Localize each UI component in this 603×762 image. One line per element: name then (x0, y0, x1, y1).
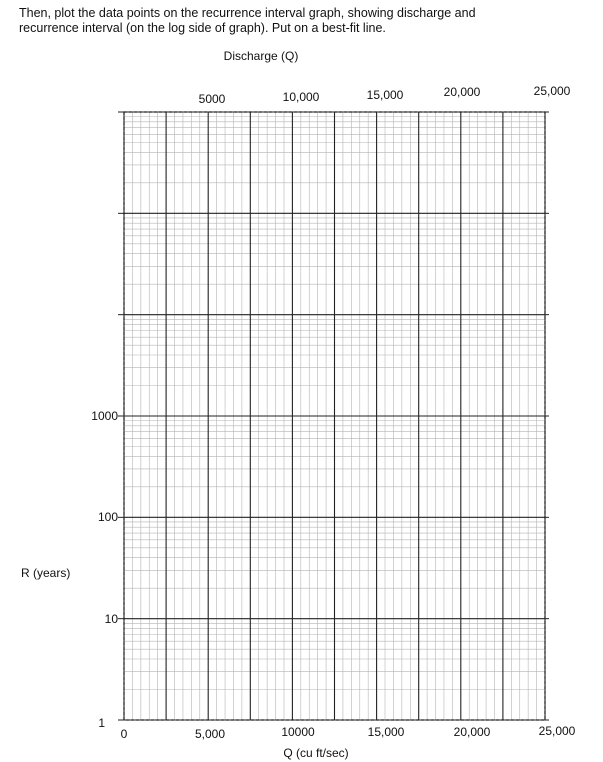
bottom-tick-label-25000: 25,000 (538, 724, 576, 738)
y-tick-label-1: 1 (98, 716, 105, 730)
top-tick-label-20000: 20,000 (443, 85, 481, 99)
y-tick-label-1000: 1000 (91, 409, 118, 423)
bottom-tick-label-20000: 20,000 (453, 725, 491, 739)
chart-title: Discharge (Q) (223, 49, 299, 63)
bottom-tick-label-15000: 15,000 (367, 725, 405, 739)
y-axis-label: R (years) (21, 566, 71, 580)
top-tick-label-10000: 10,000 (282, 90, 320, 104)
x-axis-label: Q (cu ft/sec) (283, 746, 349, 760)
instructions-line-2: recurrence interval (on the log side of graph). Put on a best-fit line. (19, 21, 386, 35)
bottom-tick-label-5000: 5,000 (194, 727, 226, 741)
bottom-tick-label-0: 0 (120, 727, 128, 741)
bottom-tick-label-10000: 10000 (281, 725, 315, 739)
top-tick-label-5000: 5000 (198, 92, 226, 106)
top-tick-label-25000: 25,000 (533, 84, 571, 98)
y-tick-label-100: 100 (97, 510, 118, 524)
y-tick-label-10: 10 (104, 612, 118, 626)
instructions-line-1: Then, plot the data points on the recurrence interval graph, showing discharge and (19, 6, 476, 20)
top-tick-label-15000: 15,000 (366, 88, 404, 102)
